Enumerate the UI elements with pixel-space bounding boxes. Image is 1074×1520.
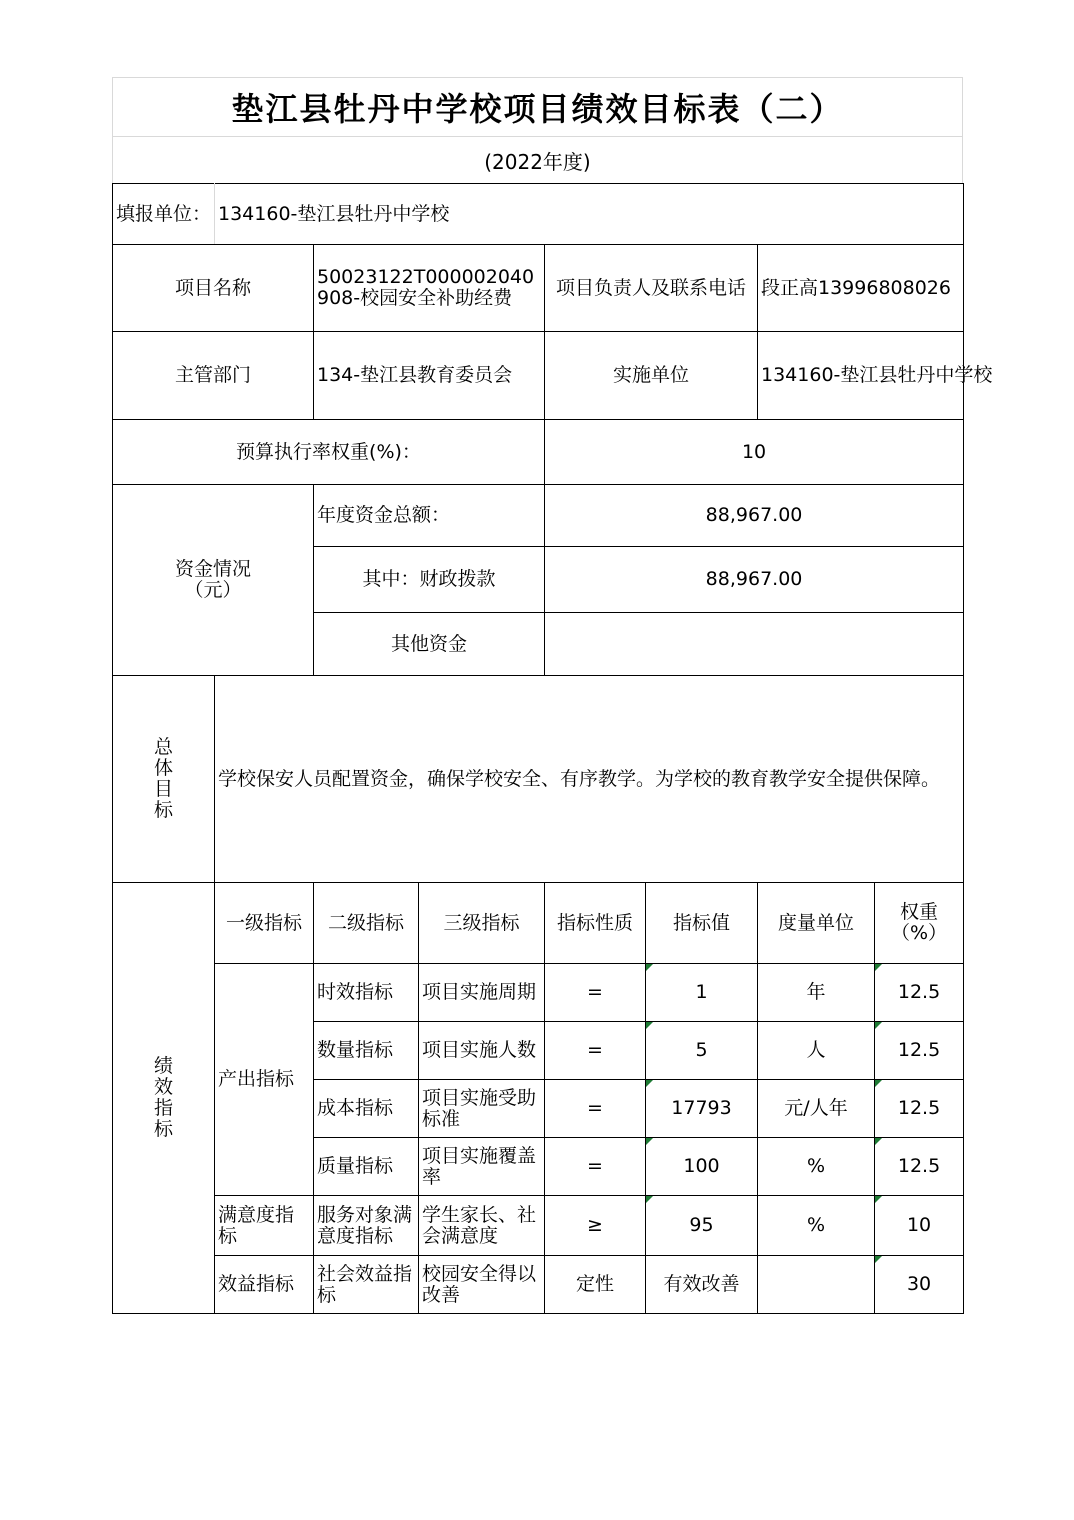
satisfaction-unit: % xyxy=(758,1196,875,1256)
overall-goal-label: 总 体 目 标 xyxy=(113,676,215,883)
funds-total-value: 88,967.00 xyxy=(545,485,964,547)
budget-weight-value: 10 xyxy=(545,420,964,485)
implementing-unit-label: 实施单位 xyxy=(545,332,758,420)
indicators-label: 绩 效 指 标 xyxy=(113,883,215,1314)
value-cell: 100 xyxy=(646,1138,758,1196)
level3-cell: 项目实施周期 xyxy=(419,964,545,1022)
header-weight: 权重（%） xyxy=(875,883,964,964)
funds-other-label: 其他资金 xyxy=(314,613,545,676)
benefit-row xyxy=(113,1256,964,1314)
level3-cell: 项目实施覆盖率 xyxy=(419,1138,545,1196)
project-owner-value: 段正高13996808026 xyxy=(758,245,964,332)
funds-fiscal-label: 其中：财政拨款 xyxy=(314,547,545,613)
value-cell: 1 xyxy=(646,964,758,1022)
budget-weight-label: 预算执行率权重(%)： xyxy=(113,420,545,485)
header-unit: 度量单位 xyxy=(758,883,875,964)
value-cell: 5 xyxy=(646,1022,758,1080)
satisfaction-level2: 服务对象满意度指标 xyxy=(314,1196,419,1256)
budget-weight-row xyxy=(113,420,964,485)
header-nature: 指标性质 xyxy=(545,883,646,964)
satisfaction-value: 95 xyxy=(646,1196,758,1256)
satisfaction-level3: 学生家长、社会满意度 xyxy=(419,1196,545,1256)
implementing-unit-value: 134160-垫江县牡丹中学校 xyxy=(758,332,964,420)
target-table xyxy=(112,183,993,1314)
header-level2: 二级指标 xyxy=(314,883,419,964)
project-name-label: 项目名称 xyxy=(113,245,314,332)
funds-label xyxy=(113,485,314,676)
benefit-weight: 30 xyxy=(875,1256,964,1314)
funds-other-value xyxy=(545,613,964,676)
unit-cell: 人 xyxy=(758,1022,875,1080)
header-level1: 一级指标 xyxy=(215,883,314,964)
indicator-header-row xyxy=(113,883,964,964)
unit-cell: % xyxy=(758,1138,875,1196)
benefit-nature: 定性 xyxy=(545,1256,646,1314)
value-cell: 17793 xyxy=(646,1080,758,1138)
funds-fiscal-value: 88,967.00 xyxy=(545,547,964,613)
unit-cell: 年 xyxy=(758,964,875,1022)
performance-target-sheet xyxy=(112,77,993,1314)
benefit-value: 有效改善 xyxy=(646,1256,758,1314)
nature-cell: = xyxy=(545,1080,646,1138)
benefit-level2: 社会效益指标 xyxy=(314,1256,419,1314)
reporting-unit-row xyxy=(113,184,964,245)
funds-label-text: 资金情况（元） xyxy=(174,558,251,601)
header-level3: 三级指标 xyxy=(419,883,545,964)
project-owner-label: 项目负责人及联系电话 xyxy=(545,245,758,332)
nature-cell: = xyxy=(545,964,646,1022)
department-row xyxy=(113,332,964,420)
unit-cell: 元/人年 xyxy=(758,1080,875,1138)
benefit-level1: 效益指标 xyxy=(215,1256,314,1314)
overall-goal-text: 学校保安人员配置资金，确保学校安全、有序教学。为学校的教育教学安全提供保障。 xyxy=(215,676,964,883)
funds-total-label: 年度资金总额： xyxy=(314,485,545,547)
weight-cell: 12.5 xyxy=(875,1022,964,1080)
satisfaction-nature: ≥ xyxy=(545,1196,646,1256)
benefit-level3: 校园安全得以改善 xyxy=(419,1256,545,1314)
page-title: 垫江县牡丹中学校项目绩效目标表（二） xyxy=(112,77,963,136)
weight-cell: 12.5 xyxy=(875,964,964,1022)
nature-cell: = xyxy=(545,1022,646,1080)
level3-cell: 项目实施人数 xyxy=(419,1022,545,1080)
project-name-value: 50023122T000002040908-校园安全补助经费 xyxy=(314,245,545,332)
level3-cell: 项目实施受助标准 xyxy=(419,1080,545,1138)
level2-cell: 成本指标 xyxy=(314,1080,419,1138)
level2-cell: 质量指标 xyxy=(314,1138,419,1196)
satisfaction-row xyxy=(113,1196,964,1256)
header-value: 指标值 xyxy=(646,883,758,964)
output-indicator-label: 产出指标 xyxy=(215,964,314,1196)
department-value: 134-垫江县教育委员会 xyxy=(314,332,545,420)
level2-cell: 时效指标 xyxy=(314,964,419,1022)
reporting-unit-label: 填报单位： xyxy=(113,184,215,245)
satisfaction-weight: 10 xyxy=(875,1196,964,1256)
nature-cell: = xyxy=(545,1138,646,1196)
benefit-unit xyxy=(758,1256,875,1314)
reporting-unit-value: 134160-垫江县牡丹中学校 xyxy=(215,184,964,245)
level2-cell: 数量指标 xyxy=(314,1022,419,1080)
satisfaction-level1: 满意度指标 xyxy=(215,1196,314,1256)
weight-cell: 12.5 xyxy=(875,1080,964,1138)
funds-total-row xyxy=(113,485,964,547)
overall-goal-row xyxy=(113,676,964,883)
project-name-row xyxy=(113,245,964,332)
department-label: 主管部门 xyxy=(113,332,314,420)
weight-cell: 12.5 xyxy=(875,1138,964,1196)
page-subtitle: (2022年度) xyxy=(112,136,963,183)
table-row xyxy=(113,964,964,1022)
